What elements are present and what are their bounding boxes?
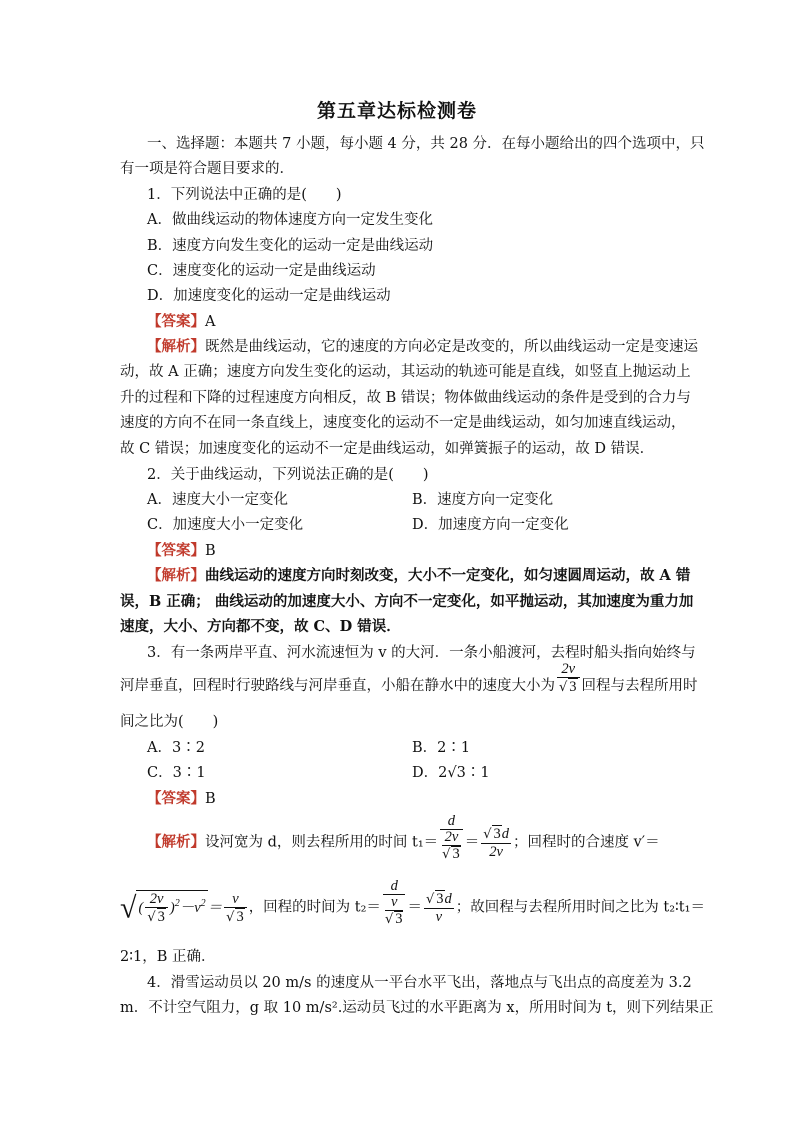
- analysis-tag: 【解析】: [147, 834, 205, 851]
- q1-analysis-line1: [147, 337, 698, 357]
- q3-analysis-line1: 【解析】设河宽为 d，则去程所用的时间 t₁＝ d 2v √ 3 ＝ $\frac{√ 3d}{2v}$ ；回程时的合速度 v′＝: [147, 813, 660, 862]
- q3-analysis-text1b: ；回程时的合速度 v′＝: [512, 834, 660, 851]
- section-instructions-line1: 一、选择题：本题共 7 小题，每小题 4 分，共 28 分．在每小题给出的四个选项中，只: [147, 136, 705, 152]
- q2-option-d: D．加速度方向一定变化: [412, 517, 569, 533]
- q1-analysis-line4: 速度的方向不在同一条直线上，速度变化的运动不一定是曲线运动，如匀加速直线运动，: [120, 415, 686, 431]
- q3-analysis-line3: 2∶1，B 正确．: [120, 949, 216, 965]
- q1-analysis-line3: 升的过程和下降的过程速度方向相反，故 B 错误；物体做曲线运动的条件是受到的合力与: [120, 390, 691, 406]
- t1-fraction: d 2v √ 3: [440, 813, 463, 862]
- q3-analysis-line2: √ ( $\frac{2v}{√ 3}$ )$^2-v^2$ ＝ $\frac{v}{√ 3}$ ，回程的时间为 t₂＝ d v √ 3 ＝ $\frac{√ 3d}{v}$ ；故回程与去程所用时间之比为 t₂∶t₁＝: [120, 878, 705, 927]
- q1-analysis-line2: 动，故 A 正确；速度方向发生变化的运动，其运动的轨迹可能是直线，如竖直上抛运动上: [120, 364, 691, 380]
- q3-answer-value: B: [205, 791, 216, 807]
- q2-option-c: C．加速度大小一定变化: [147, 517, 304, 533]
- analysis-tag: 【解析】: [147, 339, 205, 355]
- q3-stem-text-b: 回程与去程所用时: [581, 678, 698, 694]
- q1-analysis-line5: 故 C 错误；加速度变化的运动不一定是曲线运动，如弹簧振子的运动，故 D 错误．: [120, 441, 655, 457]
- q2-analysis-text1: 曲线运动的速度方向时刻改变，大小不一定变化，如匀速圆周运动，故 A 错: [205, 567, 691, 584]
- q1-answer-value: A: [205, 314, 216, 330]
- speed-fraction-2v-over-sqrt3: $\frac{2v}{√ 3}$: [557, 661, 580, 696]
- q3-option-b: B．2∶1: [412, 740, 471, 756]
- answer-tag: 【答案】: [147, 314, 205, 330]
- t2-result-fraction: $\frac{√ 3d}{v}$: [425, 891, 452, 925]
- section-instructions-line2: 有一项是符合题目要求的．: [120, 161, 294, 177]
- q3-option-a: A．3∶2: [147, 740, 205, 756]
- answer-tag: 【答案】: [147, 543, 205, 559]
- q2-option-b: B．速度方向一定变化: [412, 492, 554, 508]
- q3-analysis-text1a: 设河宽为 d，则去程所用的时间 t₁＝: [205, 834, 439, 851]
- answer-tag: 【答案】: [147, 791, 205, 807]
- page-title: 第五章达标检测卷: [316, 100, 477, 122]
- q3-stem-line1: 3．有一条两岸平直、河水流速恒为 v 的大河．一条小船渡河，去程时船头指向始终与: [147, 645, 696, 661]
- q3-stem-line3: 间之比为( ): [120, 714, 219, 730]
- q1-option-c: C．速度变化的运动一定是曲线运动: [147, 263, 376, 279]
- analysis-tag: 【解析】: [147, 568, 205, 584]
- q3-analysis-text2b: ；故回程与去程所用时间之比为 t₂∶t₁＝: [455, 899, 705, 916]
- q3-option-d: D．2√3∶1: [412, 765, 490, 781]
- q3-answer: [147, 789, 702, 809]
- t1-result-fraction: $\frac{√ 3d}{2v}$: [483, 826, 509, 860]
- q1-analysis-text1: 既然是曲线运动，它的速度的方向必定是改变的，所以曲线运动一定是变速运: [205, 339, 698, 355]
- q1-option-b: B．速度方向发生变化的运动一定是曲线运动: [147, 238, 434, 254]
- q3-stem-line2: [120, 660, 698, 696]
- q1-stem: 1．下列说法中正确的是( ): [147, 187, 342, 203]
- q1-answer: [147, 312, 702, 332]
- q4-stem-line2: m．不计空气阻力，g 取 10 m/s².运动员飞过的水平距离为 x，所用时间为 t，则下列结果正: [120, 1000, 714, 1016]
- resultant-velocity-formula: √ ( $\frac{2v}{√ 3}$ )$^2-v^2$ ＝ $\frac{v}{√ 3}$: [120, 900, 249, 916]
- q2-analysis-line3: 速度，大小、方向都不变，故 C、D 错误．: [120, 618, 401, 635]
- q2-analysis-line2: 误，B 正确； 曲线运动的加速度大小、方向不一定变化，如平抛运动，其加速度为重力加: [120, 593, 694, 610]
- q3-stem-text-a: 河岸垂直，回程时行驶路线与河岸垂直，小船在静水中的速度大小为: [120, 678, 555, 694]
- t2-fraction: d v √ 3: [383, 878, 406, 927]
- q4-stem-line1: 4．滑雪运动员以 20 m/s 的速度从一平台水平飞出，落地点与飞出点的高度差为 3.2: [147, 975, 692, 991]
- q1-option-a: A．做曲线运动的物体速度方向一定发生变化: [147, 212, 433, 228]
- q3-option-c: C．3∶1: [147, 765, 206, 781]
- q2-option-a: A．速度大小一定变化: [147, 492, 288, 508]
- q3-analysis-text2a: ，回程的时间为 t₂＝: [248, 899, 381, 916]
- q2-analysis-line1: [147, 566, 691, 586]
- q1-option-d: D．加速度变化的运动一定是曲线运动: [147, 288, 391, 304]
- q2-answer-value: B: [205, 543, 216, 559]
- q2-stem: 2．关于曲线运动，下列说法正确的是( ): [147, 467, 429, 483]
- q2-answer: [147, 541, 702, 561]
